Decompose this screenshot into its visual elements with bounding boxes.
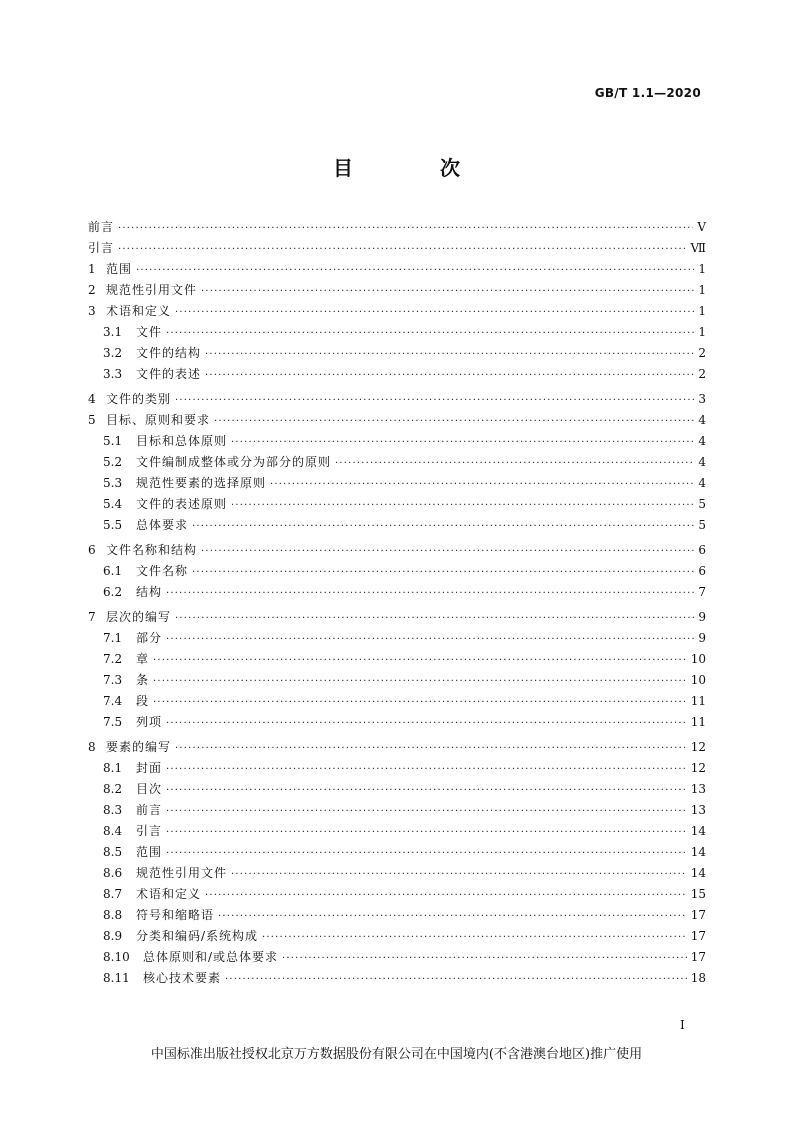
page-title: 目 次 bbox=[333, 156, 500, 180]
toc-entry-number: 3 bbox=[88, 304, 96, 318]
toc-entry-label: 术语和定义 bbox=[136, 887, 202, 901]
toc-entry-page: 5 bbox=[698, 497, 706, 511]
footer-notice: 中国标准出版社授权北京万方数据股份有限公司在中国境内(不含港澳台地区)推广使用 bbox=[150, 1047, 643, 1062]
toc-entry-label: 目标和总体原则 bbox=[136, 434, 228, 448]
toc-leader-dots bbox=[136, 260, 694, 281]
toc-entry-label: 目标、原则和要求 bbox=[106, 413, 211, 427]
toc-entry[interactable] bbox=[88, 343, 706, 364]
toc-entry-number: 1 bbox=[88, 262, 96, 276]
toc-leader-dots bbox=[166, 713, 687, 734]
toc-leader-dots bbox=[118, 218, 693, 239]
toc-entry-number: 5.1 bbox=[103, 434, 123, 448]
toc-entry-number: 7.3 bbox=[103, 673, 123, 687]
toc-entry-label: 符号和缩略语 bbox=[136, 908, 215, 922]
toc-entry[interactable] bbox=[88, 364, 706, 385]
toc-entry-number: 8.11 bbox=[103, 971, 130, 985]
toc-entry-number: 8.4 bbox=[103, 824, 123, 838]
toc-leader-dots bbox=[166, 822, 687, 843]
toc-leader-dots bbox=[166, 759, 687, 780]
toc-entry[interactable] bbox=[88, 431, 706, 452]
toc-entry-label: 术语和定义 bbox=[106, 304, 172, 318]
toc-entry-number: 6.1 bbox=[103, 564, 123, 578]
toc-entry-page: 9 bbox=[698, 631, 706, 645]
toc-leader-dots bbox=[214, 411, 694, 432]
toc-entry-label: 总体原则和/或总体要求 bbox=[143, 950, 279, 964]
toc-entry[interactable] bbox=[88, 628, 706, 649]
toc-leader-dots bbox=[153, 671, 687, 692]
toc-entry[interactable] bbox=[88, 670, 706, 691]
toc-leader-dots bbox=[166, 583, 694, 604]
toc-entry-number: 6 bbox=[88, 543, 96, 557]
toc-entry-number: 8.1 bbox=[103, 761, 123, 775]
toc-entry-page: 3 bbox=[698, 392, 706, 406]
toc-entry[interactable] bbox=[88, 301, 706, 322]
toc-leader-dots bbox=[175, 390, 694, 411]
toc-entry-page: 1 bbox=[698, 304, 706, 318]
toc-entry-label: 前言 bbox=[88, 220, 115, 234]
toc-entry-number: 8.3 bbox=[103, 803, 123, 817]
toc-entry-label: 总体要求 bbox=[136, 518, 189, 532]
toc-entry-page: 4 bbox=[698, 476, 706, 490]
toc-entry-page: 5 bbox=[698, 518, 706, 532]
toc-entry[interactable] bbox=[88, 389, 706, 410]
toc-entry-number: 5.4 bbox=[103, 497, 123, 511]
toc-leader-dots bbox=[166, 780, 687, 801]
toc-entry-label: 引言 bbox=[136, 824, 163, 838]
toc-entry-number: 4 bbox=[88, 392, 96, 406]
toc-leader-dots bbox=[231, 495, 694, 516]
table-of-contents bbox=[88, 217, 706, 989]
toc-leader-dots bbox=[335, 453, 694, 474]
toc-entry[interactable] bbox=[88, 515, 706, 536]
toc-entry-label: 段 bbox=[136, 694, 150, 708]
toc-leader-dots bbox=[231, 432, 694, 453]
toc-entry-page: 14 bbox=[690, 845, 706, 859]
toc-entry[interactable] bbox=[88, 607, 706, 628]
toc-entry-label: 分类和编码/系统构成 bbox=[136, 929, 259, 943]
toc-entry-label: 部分 bbox=[136, 631, 163, 645]
standard-code: GB/T 1.1—2020 bbox=[594, 86, 701, 100]
toc-entry-label: 前言 bbox=[136, 803, 163, 817]
toc-entry[interactable] bbox=[88, 410, 706, 431]
toc-entry-page: 11 bbox=[690, 694, 706, 708]
toc-entry-number: 5.3 bbox=[103, 476, 123, 490]
toc-entry-number: 8.10 bbox=[103, 950, 130, 964]
toc-leader-dots bbox=[166, 843, 687, 864]
toc-entry-label: 文件编制成整体或分为部分的原则 bbox=[136, 455, 332, 469]
toc-entry-page: 10 bbox=[690, 673, 706, 687]
toc-entry[interactable] bbox=[88, 926, 706, 947]
toc-entry-page: 1 bbox=[698, 262, 706, 276]
toc-entry-page: Ⅴ bbox=[697, 220, 706, 234]
toc-entry-number: 8.7 bbox=[103, 887, 123, 901]
toc-entry-number: 7.5 bbox=[103, 715, 123, 729]
toc-leader-dots bbox=[218, 906, 687, 927]
toc-entry[interactable] bbox=[88, 712, 706, 733]
toc-entry-page: 6 bbox=[698, 564, 706, 578]
toc-leader-dots bbox=[231, 864, 687, 885]
toc-entry-label: 封面 bbox=[136, 761, 163, 775]
toc-entry[interactable] bbox=[88, 779, 706, 800]
toc-entry-page: 14 bbox=[690, 824, 706, 838]
toc-leader-dots bbox=[205, 885, 687, 906]
toc-leader-dots bbox=[192, 562, 694, 583]
toc-entry[interactable] bbox=[88, 238, 706, 259]
toc-entry[interactable] bbox=[88, 494, 706, 515]
toc-entry[interactable] bbox=[88, 905, 706, 926]
toc-entry-page: Ⅶ bbox=[690, 241, 706, 255]
toc-entry-number: 8.6 bbox=[103, 866, 123, 880]
toc-entry-number: 8.8 bbox=[103, 908, 123, 922]
toc-entry[interactable] bbox=[88, 968, 706, 989]
page-number: Ⅰ bbox=[680, 1018, 685, 1032]
toc-entry-page: 10 bbox=[690, 652, 706, 666]
toc-entry-page: 17 bbox=[690, 929, 706, 943]
toc-entry-label: 文件名称和结构 bbox=[106, 543, 198, 557]
toc-leader-dots bbox=[225, 969, 687, 990]
toc-entry-page: 12 bbox=[690, 740, 706, 754]
toc-entry-label: 条 bbox=[136, 673, 150, 687]
toc-entry-page: 13 bbox=[690, 803, 706, 817]
toc-entry-number: 7.2 bbox=[103, 652, 123, 666]
toc-entry-label: 目次 bbox=[136, 782, 163, 796]
toc-entry-label: 结构 bbox=[136, 585, 163, 599]
toc-entry-label: 文件的结构 bbox=[136, 346, 202, 360]
toc-entry[interactable] bbox=[88, 649, 706, 670]
toc-entry-page: 1 bbox=[698, 283, 706, 297]
toc-entry[interactable] bbox=[88, 582, 706, 603]
toc-entry[interactable] bbox=[88, 540, 706, 561]
toc-entry-page: 4 bbox=[698, 413, 706, 427]
toc-entry-page: 17 bbox=[690, 950, 706, 964]
toc-entry-label: 文件的表述 bbox=[136, 367, 202, 381]
toc-entry-number: 5.5 bbox=[103, 518, 123, 532]
toc-entry-number: 7.1 bbox=[103, 631, 123, 645]
toc-leader-dots bbox=[166, 629, 694, 650]
toc-entry-label: 文件的表述原则 bbox=[136, 497, 228, 511]
toc-leader-dots bbox=[205, 365, 694, 386]
toc-entry-label: 范围 bbox=[136, 845, 163, 859]
toc-entry[interactable] bbox=[88, 737, 706, 758]
toc-entry-number: 7.4 bbox=[103, 694, 123, 708]
toc-entry[interactable] bbox=[88, 452, 706, 473]
toc-entry-page: 9 bbox=[698, 610, 706, 624]
toc-leader-dots bbox=[175, 608, 694, 629]
toc-entry-page: 12 bbox=[690, 761, 706, 775]
toc-entry[interactable] bbox=[88, 561, 706, 582]
toc-entry-number: 3.2 bbox=[103, 346, 123, 360]
toc-entry-number: 7 bbox=[88, 610, 96, 624]
toc-leader-dots bbox=[205, 344, 694, 365]
toc-leader-dots bbox=[192, 516, 694, 537]
toc-leader-dots bbox=[153, 650, 687, 671]
toc-entry-page: 7 bbox=[698, 585, 706, 599]
toc-entry-label: 列项 bbox=[136, 715, 163, 729]
toc-entry-page: 18 bbox=[690, 971, 706, 985]
toc-leader-dots bbox=[118, 239, 686, 260]
toc-entry-number: 2 bbox=[88, 283, 96, 297]
toc-leader-dots bbox=[282, 948, 687, 969]
toc-entry-number: 8.2 bbox=[103, 782, 123, 796]
toc-entry-label: 范围 bbox=[106, 262, 133, 276]
toc-leader-dots bbox=[201, 281, 694, 302]
toc-entry-label: 规范性引用文件 bbox=[136, 866, 228, 880]
toc-entry[interactable] bbox=[88, 821, 706, 842]
toc-entry[interactable] bbox=[88, 259, 706, 280]
toc-entry[interactable] bbox=[88, 280, 706, 301]
toc-entry[interactable] bbox=[88, 758, 706, 779]
toc-entry-number: 8.9 bbox=[103, 929, 123, 943]
toc-entry-label: 章 bbox=[136, 652, 150, 666]
toc-entry-page: 4 bbox=[698, 434, 706, 448]
toc-entry-number: 6.2 bbox=[103, 585, 123, 599]
toc-leader-dots bbox=[166, 323, 694, 344]
toc-entry[interactable] bbox=[88, 947, 706, 968]
toc-entry-page: 6 bbox=[698, 543, 706, 557]
toc-entry[interactable] bbox=[88, 217, 706, 238]
toc-entry[interactable] bbox=[88, 884, 706, 905]
toc-entry-page: 2 bbox=[698, 367, 706, 381]
toc-entry[interactable] bbox=[88, 691, 706, 712]
toc-leader-dots bbox=[153, 692, 687, 713]
toc-leader-dots bbox=[270, 474, 694, 495]
toc-entry-page: 11 bbox=[690, 715, 706, 729]
toc-entry-number: 8.5 bbox=[103, 845, 123, 859]
toc-entry-page: 15 bbox=[690, 887, 706, 901]
toc-entry-label: 文件名称 bbox=[136, 564, 189, 578]
toc-entry-page: 17 bbox=[690, 908, 706, 922]
toc-entry-page: 13 bbox=[690, 782, 706, 796]
toc-entry-label: 规范性要素的选择原则 bbox=[136, 476, 267, 490]
toc-entry[interactable] bbox=[88, 800, 706, 821]
toc-entry-number: 5.2 bbox=[103, 455, 123, 469]
toc-leader-dots bbox=[175, 738, 687, 759]
toc-entry[interactable] bbox=[88, 473, 706, 494]
toc-entry-page: 4 bbox=[698, 455, 706, 469]
toc-leader-dots bbox=[262, 927, 687, 948]
toc-entry-label: 层次的编写 bbox=[106, 610, 172, 624]
toc-entry-label: 核心技术要素 bbox=[143, 971, 222, 985]
toc-entry-page: 2 bbox=[698, 346, 706, 360]
toc-entry-page: 1 bbox=[698, 325, 706, 339]
toc-entry-number: 3.3 bbox=[103, 367, 123, 381]
toc-entry-label: 要素的编写 bbox=[106, 740, 172, 754]
toc-entry-page: 14 bbox=[690, 866, 706, 880]
toc-entry[interactable] bbox=[88, 863, 706, 884]
toc-entry-number: 8 bbox=[88, 740, 96, 754]
toc-leader-dots bbox=[175, 302, 694, 323]
toc-entry[interactable] bbox=[88, 842, 706, 863]
toc-entry-label: 规范性引用文件 bbox=[106, 283, 198, 297]
toc-entry-number: 5 bbox=[88, 413, 96, 427]
toc-leader-dots bbox=[166, 801, 687, 822]
toc-entry-label: 文件 bbox=[136, 325, 163, 339]
toc-entry-label: 文件的类别 bbox=[106, 392, 172, 406]
toc-entry[interactable] bbox=[88, 322, 706, 343]
toc-entry-number: 3.1 bbox=[103, 325, 123, 339]
toc-leader-dots bbox=[201, 541, 694, 562]
toc-entry-label: 引言 bbox=[88, 241, 115, 255]
